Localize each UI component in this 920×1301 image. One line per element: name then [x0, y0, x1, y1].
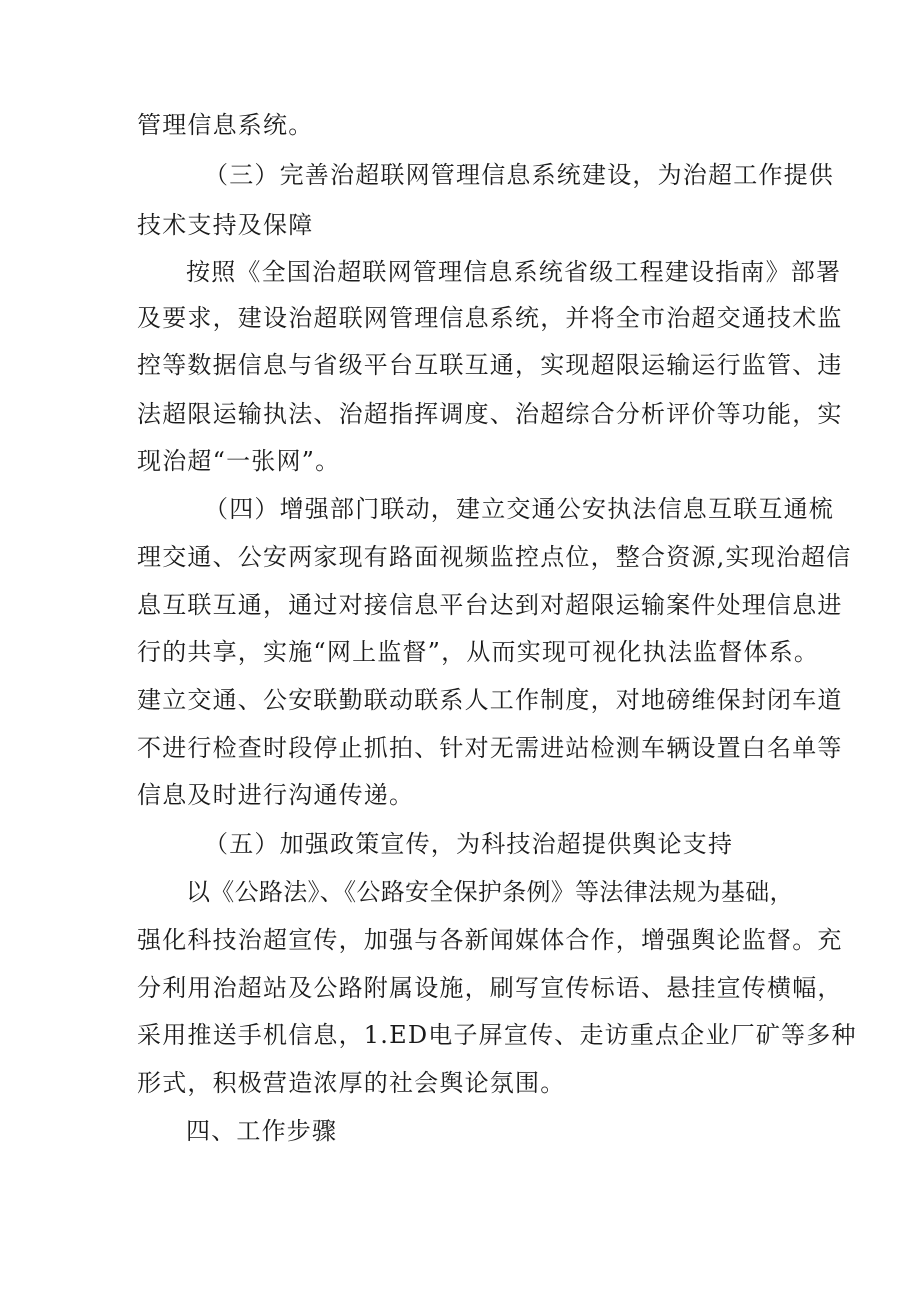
text-line: 法超限运输执法、治超指挥调度、治超综合分析评价等功能，实 — [137, 400, 843, 428]
text-line: 及要求，建设治超联网管理信息系统，并将全市治超交通技术监 — [137, 304, 843, 332]
section-heading: 四、工作步骤 — [186, 1117, 338, 1145]
text-line: 以《公路法》、《公路安全保护条例》等法律法规为基础， — [186, 878, 794, 906]
section-heading: （五）加强政策宣传，为科技治超提供舆论支持 — [204, 830, 734, 858]
text-line: 理交通、公安两家现有路面视频监控点位，整合资源,实现治超信 — [137, 543, 852, 571]
text-line: 形式，积极营造浓厚的社会舆论氛围。 — [137, 1069, 566, 1097]
text-line: 强化科技治超宣传，加强与各新闻媒体合作，增强舆论监督。充 — [137, 926, 843, 954]
text-line: 建立交通、公安联勤联动联系人工作制度，对地磅维保封闭车道 — [137, 686, 843, 714]
text-line: 按照《全国治超联网管理信息系统省级工程建设指南》部署 — [186, 258, 842, 286]
text-line: 不进行检查时段停止抓拍、针对无需进站检测车辆设置白名单等 — [137, 734, 843, 762]
section-heading: （四）增强部门联动，建立交通公安执法信息互联互通梳 — [204, 495, 834, 523]
section-heading: （三）完善治超联网管理信息系统建设，为治超工作提供 — [204, 161, 834, 189]
text-line: 控等数据信息与省级平台互联互通，实现超限运输运行监管、违 — [137, 351, 843, 379]
text-line: 采用推送手机信息，1.ED电子屏宣传、走访重点企业厂矿等多种 — [137, 1021, 857, 1049]
text-line: 行的共享，实施“网上监督”，从而实现可视化执法监督体系。 — [137, 638, 820, 666]
section-heading-continued: 技术支持及保障 — [137, 211, 314, 239]
text-line: 信息及时进行沟通传递。 — [137, 781, 415, 809]
text-line: 管理信息系统。 — [137, 111, 314, 139]
text-line: 分利用治超站及公路附属设施，刷写宣传标语、悬挂宣传横幅， — [137, 974, 843, 1002]
text-line: 现治超“一张网”。 — [137, 447, 341, 475]
text-line: 息互联互通，通过对接信息平台达到对超限运输案件处理信息进 — [137, 591, 843, 619]
